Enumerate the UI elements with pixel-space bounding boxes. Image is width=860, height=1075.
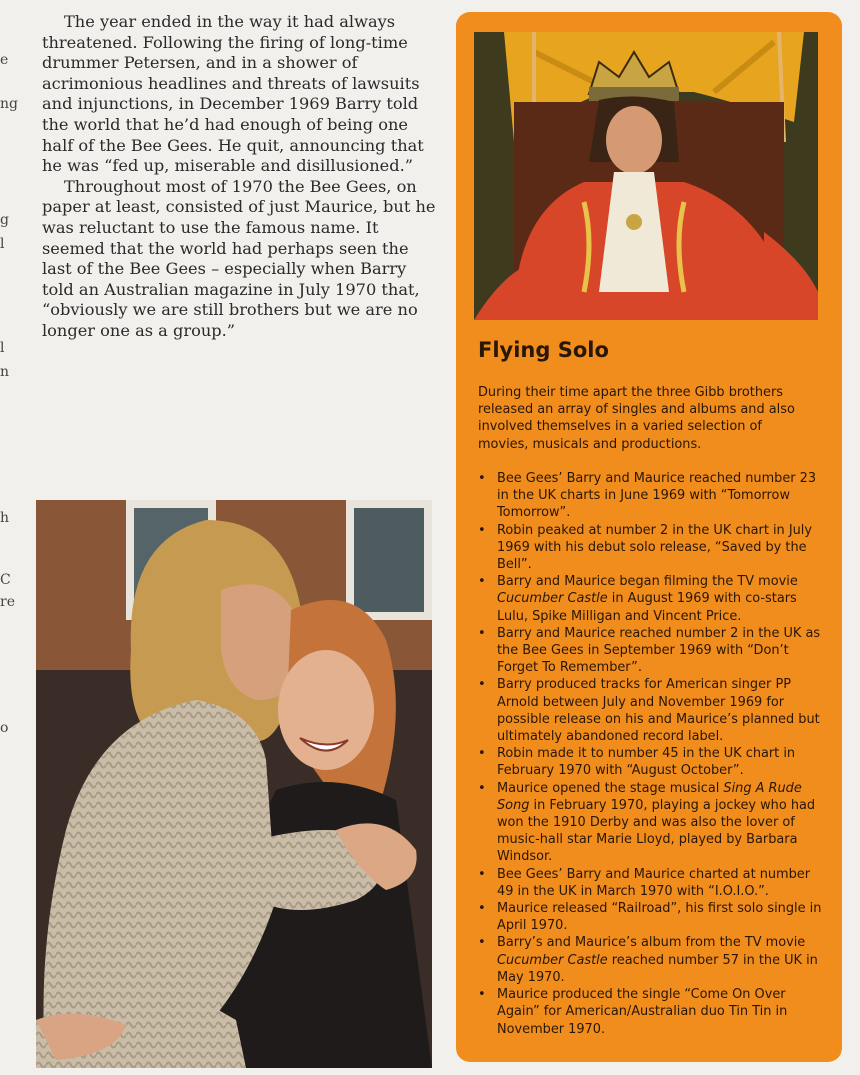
edge-fragment: l [0,236,5,252]
article-paragraph: Throughout most of 1970 the Bee Gees, on paper at least, consisted of just Maurice, but he was reluctant to use the famous name. It seemed that the world had perhaps seen the last of the Bee Gees – especially when Barry told an Australian magazine in July 1970 that, “obviously we are still brothers but we are no longer one as a group.” [42,176,436,340]
sidebar-panel [456,12,842,1062]
list-item: • Robin made it to number 45 in the UK chart in February 1970 with “August October”. [478,745,824,779]
list-item: • Bee Gees’ Barry and Maurice charted at number 49 in the UK in March 1970 with “I.O.I.O.”. [478,866,824,900]
article-paragraph: The year ended in the way it had always threatened. Following the firing of long-time drummer Petersen, and in a shower of acrimonious headlines and threats of lawsuits and injunctions, in December 1969 Barry told the world that he’d had enough of being one half of the Bee Gees. He quit, announcing that he was “fed up, miserable and disillusioned.” [42,12,424,176]
edge-fragment: o [0,720,9,736]
list-item: • Barry produced tracks for American singer PP Arnold between July and November 1969 for possible release on his and Maurice’s planned but ultimately abandoned record label. [478,676,824,745]
sidebar-list [478,470,824,1038]
list-item: • Barry and Maurice reached number 2 in the UK as the Bee Gees in September 1969 with “Don’t Forget To Remember”. [478,625,824,677]
list-item: • Barry and Maurice began filming the TV movie Cucumber Castle in August 1969 with co-stars Lulu, Spike Milligan and Vincent Price. [478,573,824,625]
edge-fragment: l [0,340,5,356]
list-item: • Maurice released “Railroad”, his first solo single in April 1970. [478,900,824,934]
costume-photo [474,32,818,320]
edge-fragment: g [0,212,9,228]
edge-fragment: ng [0,96,18,112]
edge-fragment: C [0,572,11,588]
edge-fragment: e [0,52,9,68]
list-item: • Barry’s and Maurice’s album from the TV movie Cucumber Castle reached number 57 in the UK in May 1970. [478,934,824,986]
list-item: • Maurice produced the single “Come On Over Again” for American/Australian duo Tin Tin in November 1970. [478,986,824,1038]
sidebar-title: Flying Solo [478,338,609,362]
list-item: • Robin peaked at number 2 in the UK chart in July 1969 with his debut solo release, “Saved by the Bell”. [478,522,824,574]
list-item: • Maurice opened the stage musical Sing A Rude Song in February 1970, playing a jockey who had won the 1910 Derby and was also the lover of music-hall star Marie Lloyd, played by Barbara Windsor. [478,780,824,866]
edge-fragment: h [0,510,10,526]
sidebar-intro: During their time apart the three Gibb brothers released an array of singles and albums and also involved themselves in a varied selection of movies, musicals and productions. [478,385,795,452]
list-item: • Bee Gees’ Barry and Maurice reached number 23 in the UK charts in June 1969 with “Tomorrow Tomorrow”. [478,470,824,522]
edge-fragment: re [0,594,15,610]
edge-fragment: n [0,364,10,380]
article-body [42,12,442,342]
couple-photo [36,500,432,1068]
